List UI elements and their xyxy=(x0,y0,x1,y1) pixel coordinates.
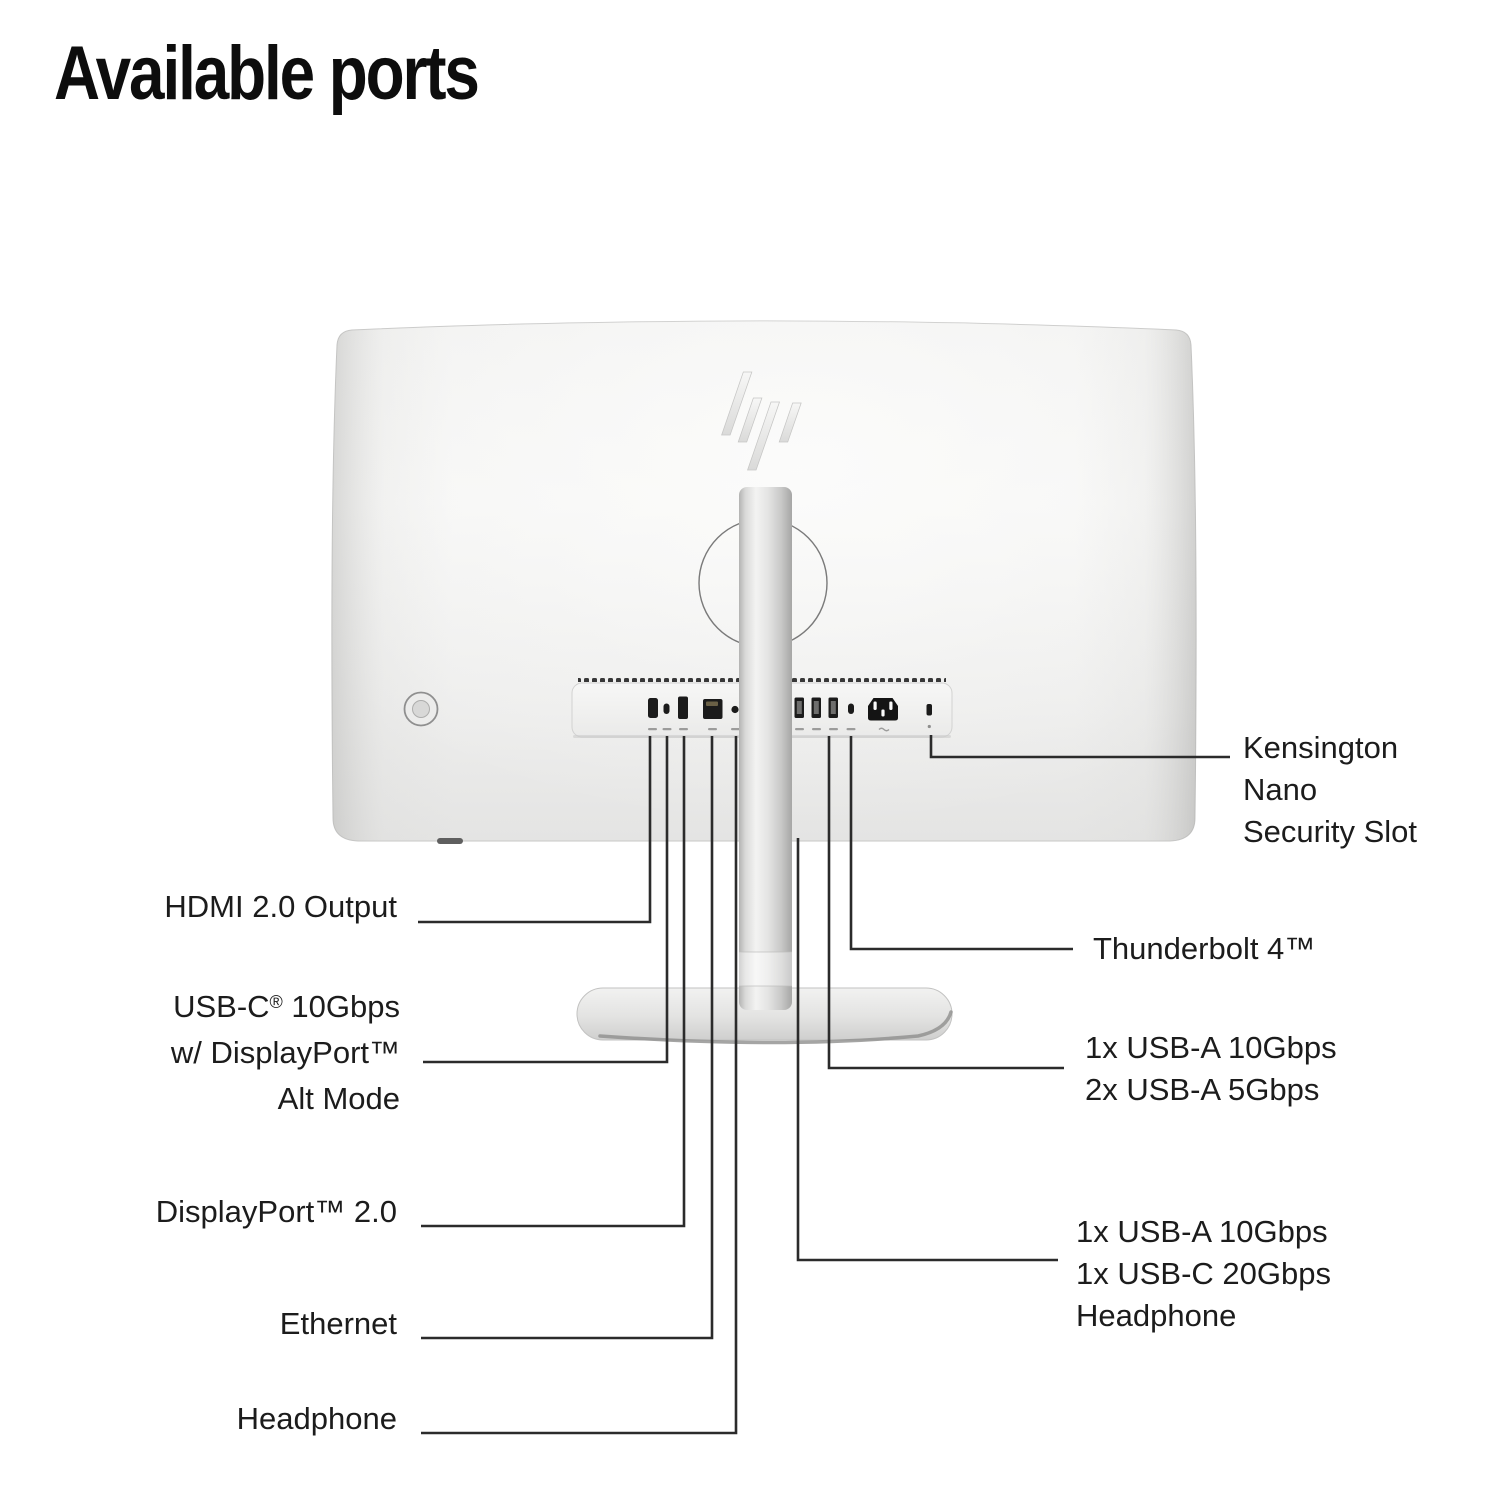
label-kensington: Kensington Nano Security Slot xyxy=(1243,730,1418,849)
bottom-notch xyxy=(437,838,463,844)
thunderbolt-icon xyxy=(847,728,856,730)
usb-a-icon-2 xyxy=(812,728,821,730)
displayport-port xyxy=(678,697,688,720)
usb-a-port-1 xyxy=(795,698,805,719)
label-thunderbolt: Thunderbolt 4™ xyxy=(1093,931,1316,966)
usb-a-port-2 xyxy=(812,698,822,719)
hdmi-port xyxy=(648,698,658,718)
stand-column xyxy=(739,487,792,1010)
label-quick-access-ports: 1x USB-A 10Gbps 1x USB-C 20Gbps Headphone xyxy=(1076,1214,1331,1333)
cable-clip xyxy=(739,952,792,986)
thunderbolt-port xyxy=(848,704,854,715)
headphone-jack xyxy=(731,706,738,713)
page-title: Available ports xyxy=(54,31,478,116)
label-hdmi: HDMI 2.0 Output xyxy=(164,889,397,924)
registered-mark: ® xyxy=(269,992,283,1012)
ethernet-icon xyxy=(708,728,717,730)
headphone-icon xyxy=(731,728,740,730)
usb-a-port-3 xyxy=(829,698,839,719)
callout-line-quick-access xyxy=(798,838,1058,1260)
usb-a-icon-1 xyxy=(795,728,804,730)
displayport-icon xyxy=(679,728,688,730)
label-headphone: Headphone xyxy=(236,1401,397,1436)
usb-c-icon xyxy=(663,728,672,730)
label-usb-c-alt-mode: USB-C® 10Gbps w/ DisplayPort™ Alt Mode xyxy=(170,989,400,1116)
hdmi-icon xyxy=(648,728,657,730)
power-button xyxy=(405,693,438,726)
label-ethernet: Ethernet xyxy=(279,1306,397,1341)
label-displayport: DisplayPort™ 2.0 xyxy=(155,1194,397,1229)
usb-a-icon-3 xyxy=(829,728,838,730)
lock-icon xyxy=(928,725,931,728)
ethernet-port xyxy=(703,699,723,719)
usb-c-port xyxy=(664,704,670,715)
power-inlet xyxy=(868,698,898,721)
label-usb-a-rear: 1x USB-A 10Gbps 2x USB-A 5Gbps xyxy=(1085,1030,1337,1107)
